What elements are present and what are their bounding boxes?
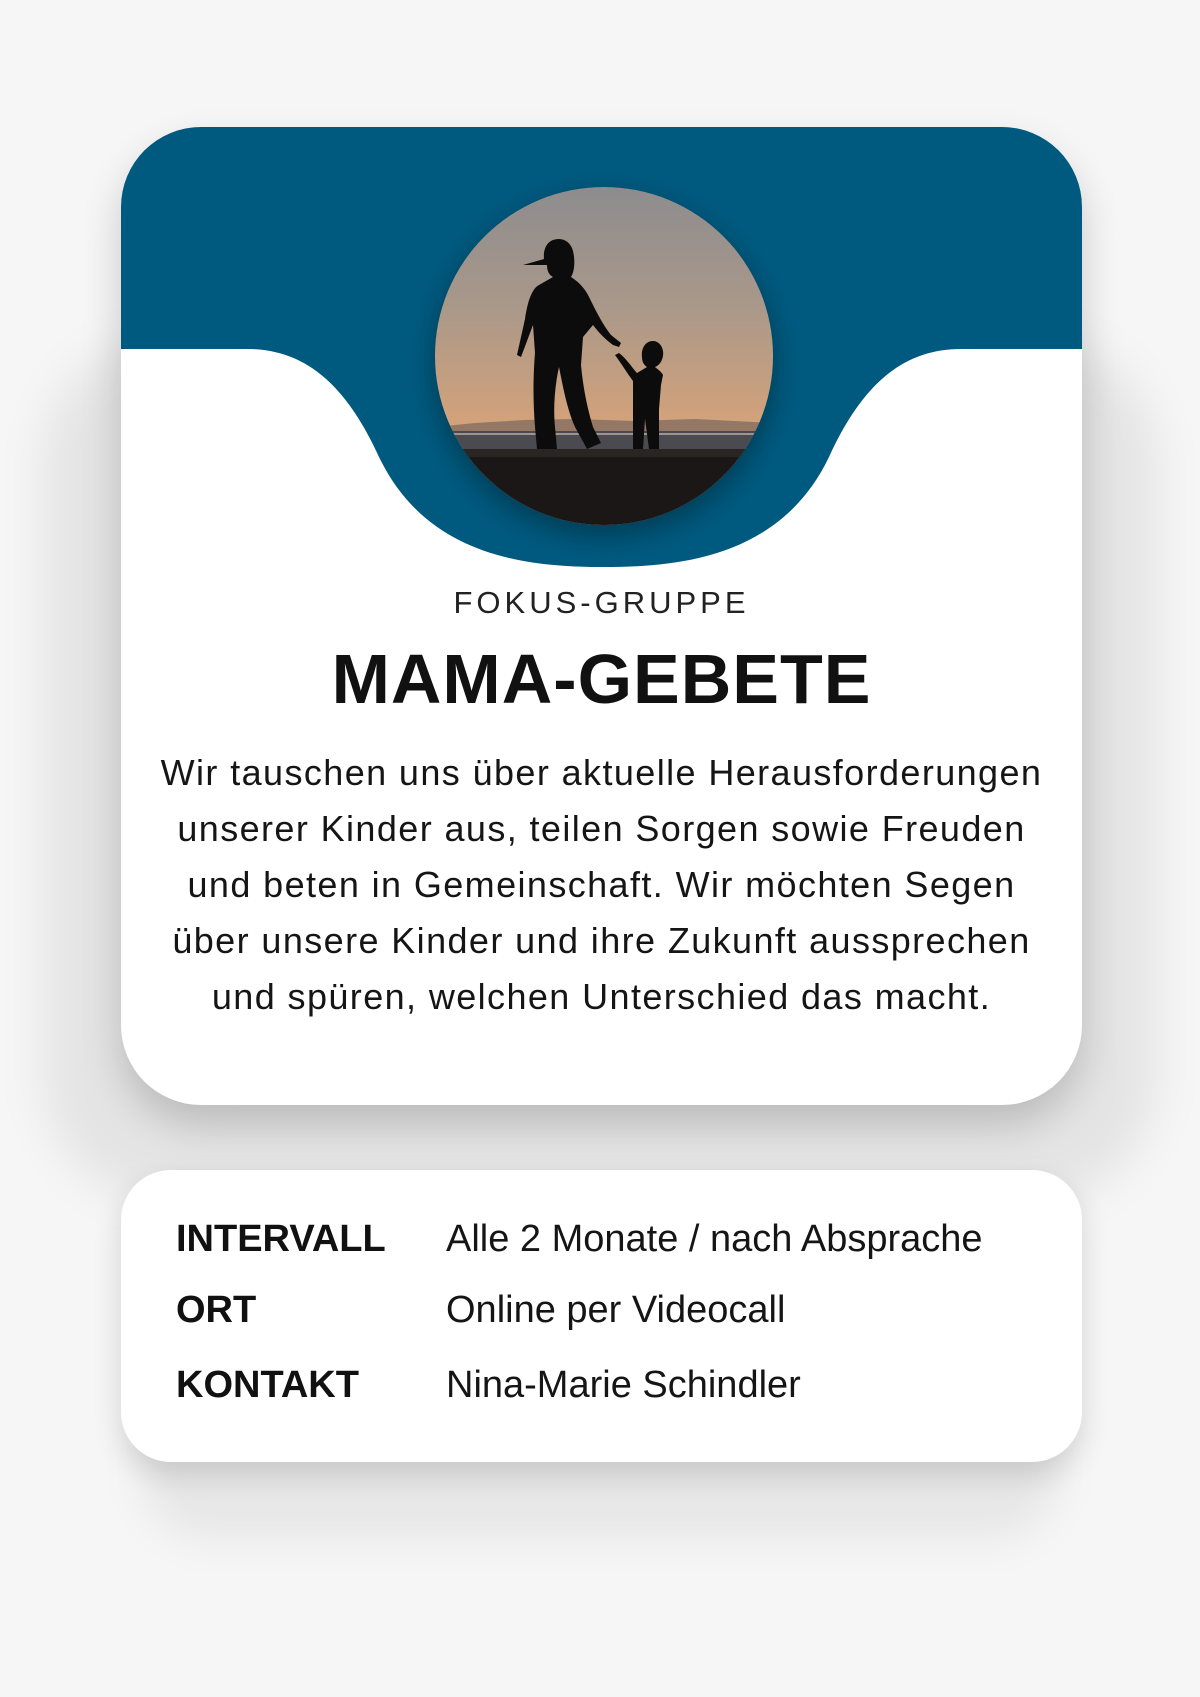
group-title: MAMA-GEBETE — [331, 640, 872, 718]
group-card — [121, 127, 1082, 1105]
detail-row-contact — [176, 1360, 1056, 1410]
detail-label: ORT — [176, 1288, 257, 1331]
detail-value: Online per Videocall — [446, 1288, 786, 1331]
detail-value: Nina-Marie Schindler — [446, 1363, 801, 1406]
detail-row-interval — [176, 1214, 1056, 1264]
detail-value: Alle 2 Monate / nach Absprache — [446, 1217, 983, 1260]
group-description: Wir tauschen uns über aktuelle Herausforderungen unserer Kinder aus, teilen Sorgen sowie Freuden und beten in Gemeinschaft. Wir möchten Segen über unsere Kinder und ihre Zukunft aussprechen und spüren, welchen Unterschied das macht. — [160, 752, 1043, 1017]
mother-child-photo — [435, 187, 773, 525]
detail-label: KONTAKT — [176, 1363, 359, 1406]
details-panel — [121, 1170, 1082, 1462]
detail-label: INTERVALL — [176, 1217, 386, 1260]
detail-row-location — [176, 1285, 1056, 1335]
group-type-label: FOKUS-GRUPPE — [453, 585, 750, 620]
